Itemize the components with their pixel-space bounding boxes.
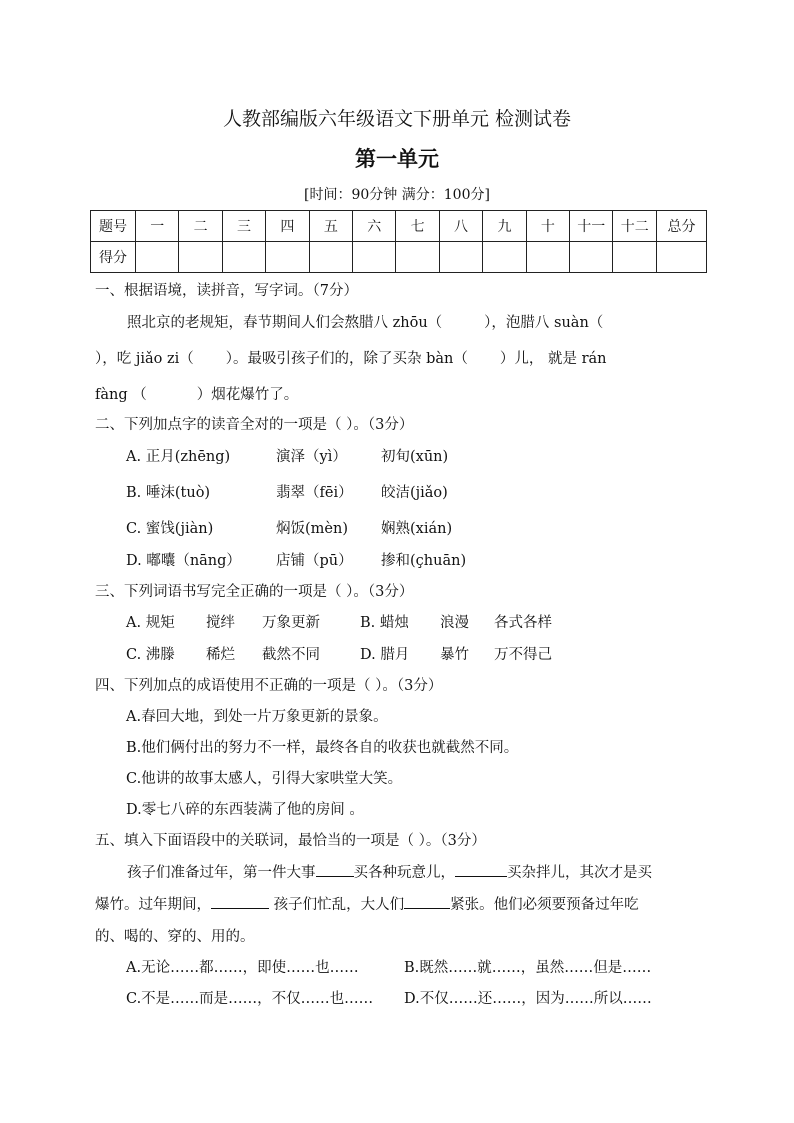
score-table	[90, 210, 707, 273]
q5-option-d[interactable]: D.不仅……还……，因为……所以……	[404, 991, 652, 1007]
q2-c-word-1: C. 蜜饯(jiàn)	[126, 521, 214, 537]
q5-para-line-2	[95, 894, 705, 916]
q1-text: ）儿， 就是 rán	[499, 351, 607, 367]
score-cell: 六	[353, 211, 396, 242]
q1-title: 一、根据语境，读拼音，写字词。（7分）	[95, 283, 358, 299]
q5-option-c[interactable]: C.不是……而是……，不仅……也……	[126, 991, 374, 1007]
score-cell: 题号	[91, 211, 136, 242]
q2-option-c[interactable]	[126, 518, 736, 540]
score-cell: 十一	[570, 211, 613, 242]
q2-b-word-1: B. 唾沫(tuò)	[126, 485, 211, 501]
score-cell: 九	[483, 211, 526, 242]
score-input-cell[interactable]	[570, 242, 613, 273]
q4-title: 四、下列加点的成语使用不正确的一项是（ ）。（3分）	[95, 678, 443, 694]
q5-text: 买各种玩意儿，	[353, 865, 455, 881]
score-cell: 八	[439, 211, 482, 242]
score-input-cell[interactable]	[483, 242, 526, 273]
q2-c-word-2: 焖饭(mèn)	[276, 521, 348, 537]
q3-title: 三、下列词语书写完全正确的一项是（ ）。（3分）	[95, 584, 414, 600]
score-input-cell[interactable]	[222, 242, 265, 273]
q1-text: ），泡腊八 suàn（	[484, 315, 604, 331]
q2-a-word-3: 初旬(xūn)	[381, 449, 449, 465]
score-cell: 总分	[657, 211, 707, 242]
score-input-cell[interactable]	[179, 242, 222, 273]
score-input-cell[interactable]	[439, 242, 482, 273]
answer-blank[interactable]	[316, 862, 354, 877]
score-table-score-row	[91, 242, 707, 273]
q3-word: D. 腊月	[360, 647, 410, 663]
q2-d-word-2: 店铺（pū）	[276, 553, 353, 569]
score-table-header-row	[91, 211, 707, 242]
q3-word: 万象更新	[262, 615, 320, 631]
q5-text: 爆竹。过年期间，	[95, 897, 211, 913]
q2-a-word-2: 演泽（yì）	[276, 449, 347, 465]
q5-text: 紧张。他们必须要预备过年吃	[450, 897, 639, 913]
q2-option-a[interactable]	[126, 446, 736, 468]
page-title: 人教部编版六年级语文下册单元 检测试卷	[222, 108, 572, 130]
q2-d-word-1: D. 嘟囔（nāng）	[126, 553, 241, 569]
q2-title: 二、下列加点字的读音全对的一项是（ ）。（3分）	[95, 417, 414, 433]
unit-title: 第一单元	[355, 146, 439, 171]
q5-option-a[interactable]: A.无论……都……，即使……也……	[126, 960, 359, 976]
q2-option-b[interactable]	[126, 482, 736, 504]
q1-line-3	[95, 384, 705, 406]
q3-word: 稀烂	[206, 647, 235, 663]
q2-option-d[interactable]	[126, 550, 736, 572]
q4-option-c[interactable]: C.他讲的故事太感人，引得大家哄堂大笑。	[126, 771, 403, 787]
score-input-cell[interactable]	[396, 242, 439, 273]
q1-text: ），吃 jiǎo zi（	[95, 351, 194, 367]
score-input-cell[interactable]	[526, 242, 569, 273]
q2-a-word-1: A. 正月(zhēng)	[126, 449, 231, 465]
q5-options-cd[interactable]	[126, 988, 736, 1010]
q1-line-1	[127, 312, 705, 334]
q5-text: 买杂拌儿，其次才是买	[507, 865, 652, 881]
q5-option-b[interactable]: B.既然……就……，虽然……但是……	[404, 960, 652, 976]
q2-b-word-3: 皎洁(jiǎo)	[381, 485, 448, 501]
q5-text: 孩子们准备过年，第一件大事	[127, 865, 316, 881]
q2-c-word-3: 娴熟(xián)	[381, 521, 453, 537]
q4-option-b[interactable]: B.他们俩付出的努力不一样，最终各自的收获也就截然不同。	[126, 740, 519, 756]
score-input-cell[interactable]	[613, 242, 657, 273]
score-cell: 十	[526, 211, 569, 242]
q4-option-d[interactable]: D.零七八碎的东西装满了他的房间 。	[126, 802, 364, 818]
q3-options-ab[interactable]	[126, 612, 736, 634]
q3-word: B. 蜡烛	[360, 615, 409, 631]
score-cell: 二	[179, 211, 222, 242]
answer-blank[interactable]	[211, 894, 269, 909]
q3-options-cd[interactable]	[126, 644, 736, 666]
q4-option-a[interactable]: A.春回大地，到处一片万象更新的景象。	[126, 709, 388, 725]
q1-text: ）烟花爆竹了。	[196, 387, 299, 403]
q2-d-word-3: 掺和(çhuān)	[381, 553, 467, 569]
q3-word: 搅绊	[206, 615, 235, 631]
score-cell: 三	[222, 211, 265, 242]
score-input-cell[interactable]	[353, 242, 396, 273]
answer-blank[interactable]	[455, 862, 507, 877]
q3-word: C. 沸滕	[126, 647, 175, 663]
q5-title: 五、填入下面语段中的关联词，最恰当的一项是（ ）。（3分）	[95, 833, 486, 849]
q3-word: 截然不同	[262, 647, 320, 663]
q3-word: 暴竹	[440, 647, 469, 663]
time-score-info: [时间：90分钟 满分：100分]	[304, 187, 490, 203]
score-row-label: 得分	[91, 242, 136, 273]
q5-options-ab[interactable]	[126, 957, 736, 979]
q2-b-word-2: 翡翠（fēi）	[276, 485, 353, 501]
score-cell: 七	[396, 211, 439, 242]
score-input-cell[interactable]	[136, 242, 179, 273]
score-cell: 十二	[613, 211, 657, 242]
q5-para-line-3: 的、喝的、穿的、用的。	[95, 929, 255, 945]
q3-word: 浪漫	[440, 615, 469, 631]
q3-word: 各式各样	[494, 615, 552, 631]
score-input-cell[interactable]	[266, 242, 309, 273]
q1-line-2	[95, 348, 705, 370]
q3-word: A. 规矩	[126, 615, 175, 631]
score-cell: 五	[309, 211, 352, 242]
q5-text: 孩子们忙乱，大人们	[269, 897, 405, 913]
q5-para-line-1	[127, 862, 705, 884]
q3-word: 万不得己	[494, 647, 552, 663]
score-input-cell[interactable]	[309, 242, 352, 273]
answer-blank[interactable]	[404, 894, 450, 909]
q1-text: ）。最吸引孩子们的，除了买杂 bàn（	[225, 351, 468, 367]
q1-text: fàng （	[95, 387, 147, 403]
q1-text: 照北京的老规矩，春节期间人们会熬腊八 zhōu（	[127, 315, 443, 331]
score-cell: 四	[266, 211, 309, 242]
score-cell: 一	[136, 211, 179, 242]
score-input-cell[interactable]	[657, 242, 707, 273]
